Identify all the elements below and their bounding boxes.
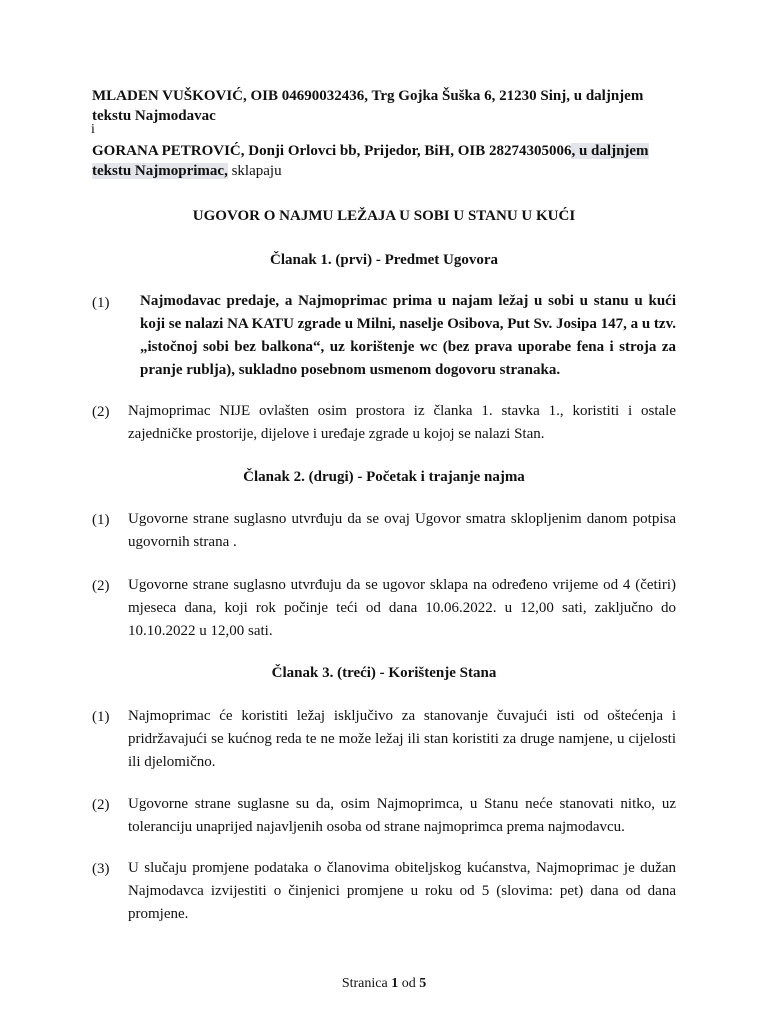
party-connector: i xyxy=(91,122,95,137)
footer-current-page: 1 xyxy=(391,976,399,991)
footer-total-pages: 5 xyxy=(419,976,427,991)
article-1-para-1-number: (1) xyxy=(92,295,110,311)
footer-prefix: Stranica xyxy=(341,976,392,991)
article-1-para-2-text: Najmoprimac NIJE ovlašten osim prostora iz članka 1. stavka 1., koristiti i ostale zajedničke prostorije, dijelove i uređaje zgrade u kojoj se nalazi Stan. xyxy=(128,403,676,442)
lessee-tail-text: sklapaju xyxy=(227,163,282,179)
lessee-party xyxy=(92,141,682,181)
article-2-para-2-text: Ugovorne strane suglasno utvrđuju da se ugovor sklapa na određeno vrijeme od 4 (četiri) mjeseca dana, koji rok počinje teći od dana 10.06.2022. u 12,00 sati, zaključno do 10.10.2022 u 12,00 sati. xyxy=(128,577,676,639)
lessee-text: GORANA PETROVIĆ, Donji Orlovci bb, Prijedor, BiH, OIB 28274305006 xyxy=(92,143,572,159)
article-3-heading: Članak 3. (treći) - Korištenje Stana xyxy=(271,665,497,681)
article-3-para-2-number: (2) xyxy=(92,797,110,813)
page-footer xyxy=(0,974,768,994)
article-3-para-3-text: U slučaju promjene podataka o članovima obiteljskog kućanstva, Najmoprimac je dužan Najmodavca izvijestiti o činjenici promjene u roku od 5 (slovima: pet) dana od dana promjene. xyxy=(128,860,676,922)
article-3-para-2-text: Ugovorne strane suglasne su da, osim Najmoprimca, u Stanu neće stanovati nitko, uz toleranciju unaprijed najavljenih osoba od strane najmoprimca prema najmodavcu. xyxy=(128,796,676,835)
article-3-para-1-text: Najmoprimac će koristiti ležaj isključivo za stanovanje čuvajući isti od oštećenja i pridržavajući se kućnog reda te ne može ležaj ili stan koristiti za druge namjene, u cijelosti ili djelomično. xyxy=(128,708,676,770)
article-1-para-2-number: (2) xyxy=(92,404,110,420)
article-2-para-1-number: (1) xyxy=(92,512,110,528)
article-2-para-1-text: Ugovorne strane suglasno utvrđuju da se ovaj Ugovor smatra sklopljenim danom potpisa ugovornih strana . xyxy=(128,511,676,550)
article-3-para-3-number: (3) xyxy=(92,861,110,877)
lessor-text: MLADEN VUŠKOVIĆ, OIB 04690032436, Trg Gojka Šuška 6, 21230 Sinj, u daljnjem tekstu Najmodavac xyxy=(92,88,644,124)
article-3-para-1-number: (1) xyxy=(92,709,110,725)
article-1-heading: Članak 1. (prvi) - Predmet Ugovora xyxy=(269,252,499,268)
document-title: UGOVOR O NAJMU LEŽAJA U SOBI U STANU U KUĆI xyxy=(192,208,576,224)
article-2-para-2-number: (2) xyxy=(92,578,110,594)
footer-middle: od xyxy=(398,976,420,991)
lessor-party xyxy=(92,86,682,126)
lessee-highlighted-text: , u daljnjem tekstu Najmoprimac, xyxy=(92,143,649,179)
article-2-heading: Članak 2. (drugi) - Početak i trajanje najma xyxy=(243,469,525,485)
article-1-para-1-text: Najmodavac predaje, a Najmoprimac prima u najam ležaj u sobi u stanu u kući koji se nalazi NA KATU zgrade u Milni, naselje Osibova, Put Sv. Josipa 147, a u tzv. „istočnoj sobi bez balkona“, uz korištenje wc (bez prava uporabe fena i stroja za pranje rublja), sukladno posebnom usmenom dogovoru stranaka. xyxy=(140,293,677,378)
